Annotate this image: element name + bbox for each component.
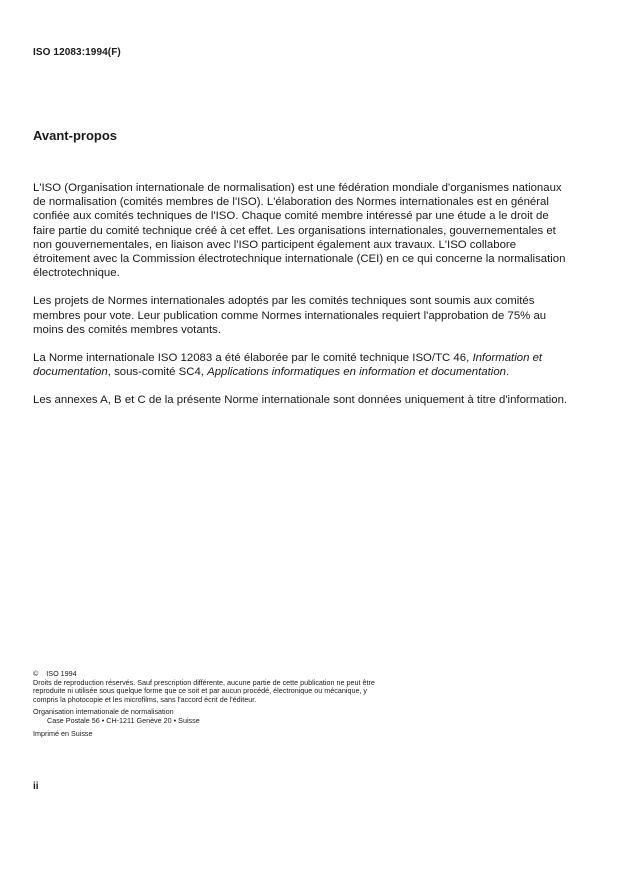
copyright-symbol: ©: [33, 669, 39, 678]
page-number: ii: [33, 781, 39, 792]
copyright-year: ISO 1994: [46, 669, 77, 678]
paragraph-1: L'ISO (Organisation internationale de normalisation) est une fédération mondiale d'organismes nationaux de normalisation (comités membres de l'ISO). L'élaboration des Normes internationales est en général confiée aux comités techniques de l'ISO. Chaque comité membre intéressé par une étude a le droit de faire partie du comité technique créé à cet effet. Les organisations internationales, gouvernementales et non gouvernementales, en liaison avec l'ISO participent également aux travaux. L'ISO collabore étroitement avec la Commission électrotechnique internationale (CEI) en ce qui concerne la normalisation électrotechnique.: [33, 182, 566, 280]
paragraph-3-middle: , sous-comité SC4,: [107, 366, 208, 379]
paragraph-3-italic-1: Information et documentation: [33, 352, 543, 379]
section-title: Avant-propos: [33, 128, 118, 143]
copyright-block: [33, 670, 393, 738]
paragraph-3: [33, 351, 573, 379]
copyright-org-address: Case Postale 56 • CH-1211 Genève 20 • Suisse: [47, 715, 200, 725]
paragraph-3-italic-2: Applications informatiques en information et documentation: [207, 366, 506, 379]
paragraph-2: Les projets de Normes internationales adoptés par les comités techniques sont soumis aux comités membres pour vote. Leur publication comme Normes internationales requiert l'approbation de 75% au moins des comités membres votants.: [33, 295, 547, 336]
copyright-rights: Droits de reproduction réservés. Sauf prescription différente, aucune partie de cette publication ne peut être reproduite ni utilisée sous quelque forme que ce soit et par aucun procédé, électronique ou mécanique, y compris la photocopie et les microfilms, sans l'accord écrit de l'éditeur.: [33, 677, 375, 704]
foreword-body: [33, 181, 573, 422]
paragraph-3-suffix: .: [506, 366, 510, 379]
copyright-org-name: Organisation internationale de normalisation: [33, 707, 174, 717]
paragraph-4: Les annexes A, B et C de la présente Norme internationale sont données uniquement à titre d'information.: [33, 394, 568, 407]
paragraph-3-prefix: La Norme internationale ISO 12083 a été élaborée par le comité technique ISO/TC 46,: [33, 352, 473, 365]
document-id: ISO 12083:1994(F): [33, 47, 121, 58]
copyright-printed: Imprimé en Suisse: [33, 728, 93, 738]
